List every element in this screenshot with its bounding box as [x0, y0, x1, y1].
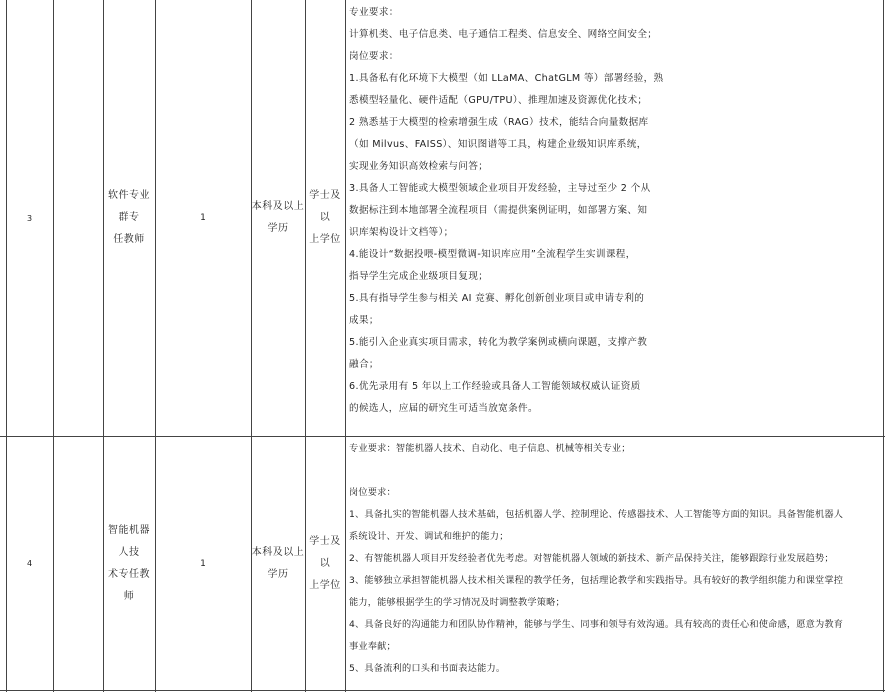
- requirement-line: 岗位要求：: [349, 51, 399, 62]
- requirement-line: 的候选人，应届的研究生可适当放宽条件。: [349, 403, 538, 414]
- requirement-line: 能力，能够根据学生的学习情况及时调整教学策略；: [349, 597, 565, 608]
- education-line1: 本科及以上: [251, 201, 305, 212]
- requirement-line: 识库架构设计文档等）；: [349, 227, 454, 238]
- education-line1: 本科及以上: [251, 546, 305, 558]
- requirement-line: 4、具备良好的沟通能力和团队协作精神，能够与学生、同事和领导有效沟通。具有较高的责任心和使命感，愿意为教育: [349, 619, 844, 630]
- position-name-line2: 术专任教师: [108, 568, 150, 602]
- row-number: 4: [26, 559, 33, 568]
- requirement-line: 3、能够独立承担智能机器人技术相关课程的教学任务，包括理论教学和实践指导。具有较好的教学组织能力和课堂掌控: [349, 575, 844, 586]
- count-cell: [155, 437, 251, 690]
- education-line2: 学历: [267, 223, 289, 234]
- requirement-line: 1.具备私有化环境下大模型（如 LLaMA、ChatGLM 等）部署经验，熟: [349, 73, 664, 84]
- requirement-line: 1、具备扎实的智能机器人技术基础，包括机器人学、控制理论、传感器技术、人工智能等方面的知识。具备智能机器人: [349, 509, 844, 520]
- count-cell: [155, 0, 251, 436]
- row-number-cell: [6, 0, 53, 436]
- position-name-line1: 软件专业群专: [108, 190, 150, 223]
- education-cell: [251, 437, 305, 690]
- requirement-line: 5.具有指导学生参与相关 AI 竞赛、孵化创新创业项目或申请专利的: [349, 293, 645, 304]
- requirement-line: [349, 460, 881, 482]
- requirement-line: 计算机类、电子信息类、电子通信工程类、信息安全、网络空间安全；: [349, 29, 658, 40]
- requirement-line: 4.能设计“数据投喂-模型微调-知识库应用”全流程学生实训课程，: [349, 249, 636, 260]
- requirement-line: 岗位要求：: [349, 487, 396, 498]
- requirement-line: 系统设计、开发、调试和维护的能力；: [349, 531, 509, 542]
- degree-line2: 上学位: [309, 234, 341, 245]
- degree-line2: 上学位: [309, 579, 341, 591]
- education-cell: [251, 0, 305, 436]
- requirement-line: 成果；: [349, 315, 379, 326]
- education-line2: 学历: [267, 568, 289, 580]
- position-cell: [103, 437, 155, 690]
- requirement-line: 6.优先录用有 5 年以上工作经验或具备人工智能领域权威认证资质: [349, 381, 641, 392]
- headcount: 1: [200, 558, 206, 569]
- requirement-line: 事业奉献；: [349, 641, 396, 652]
- position-cell: [103, 0, 155, 436]
- requirement-line: 5.能引入企业真实项目需求，转化为教学案例或横向课题，支撑产教: [349, 337, 648, 348]
- degree-cell: [305, 437, 345, 690]
- requirement-line: 指导学生完成企业级项目复现；: [349, 271, 489, 282]
- requirement-line: 专业要求：智能机器人技术、自动化、电子信息、机械等相关专业；: [349, 443, 631, 454]
- requirement-line: 悉模型轻量化、硬件适配（GPU/TPU）、推理加速及资源优化技术；: [349, 95, 648, 106]
- requirement-line: 5、具备流利的口头和书面表达能力。: [349, 663, 506, 674]
- requirement-line: 2、有智能机器人项目开发经验者优先考虑。对智能机器人领域的新技术、新产品保持关注，能够跟踪行业发展趋势；: [349, 553, 834, 564]
- table-border-bottom: [0, 690, 885, 691]
- requirements-cell: [349, 438, 881, 680]
- row-number: 3: [26, 213, 33, 223]
- position-name-line1: 智能机器人技: [108, 524, 150, 558]
- requirement-line: 数据标注到本地部署全流程项目（需提供案例证明，如部署方案、知: [349, 205, 648, 216]
- table-column-divider: [53, 0, 54, 692]
- requirements-cell: [349, 2, 881, 420]
- degree-line1: 学士及以: [309, 190, 341, 223]
- degree-cell: [305, 0, 345, 436]
- requirement-line: （如 Milvus、FAISS）、知识图谱等工具，构建企业级知识库系统，: [349, 139, 647, 150]
- requirement-line: 专业要求：: [349, 7, 399, 18]
- requirement-line: 2 熟悉基于大模型的检索增强生成（RAG）技术，能结合向量数据库: [349, 117, 649, 128]
- table-border-right: [883, 0, 884, 692]
- position-name-line2: 任教师: [113, 234, 145, 245]
- requirement-line: 实现业务知识高效检索与问答；: [349, 161, 489, 172]
- row-number-cell: [6, 437, 53, 690]
- requirement-line: 融合；: [349, 359, 379, 370]
- degree-line1: 学士及以: [309, 535, 341, 569]
- table-column-divider: [345, 0, 346, 692]
- requirement-line: 3.具备人工智能或大模型领域企业项目开发经验，主导过至少 2 个从: [349, 183, 651, 194]
- headcount: 1: [200, 213, 206, 223]
